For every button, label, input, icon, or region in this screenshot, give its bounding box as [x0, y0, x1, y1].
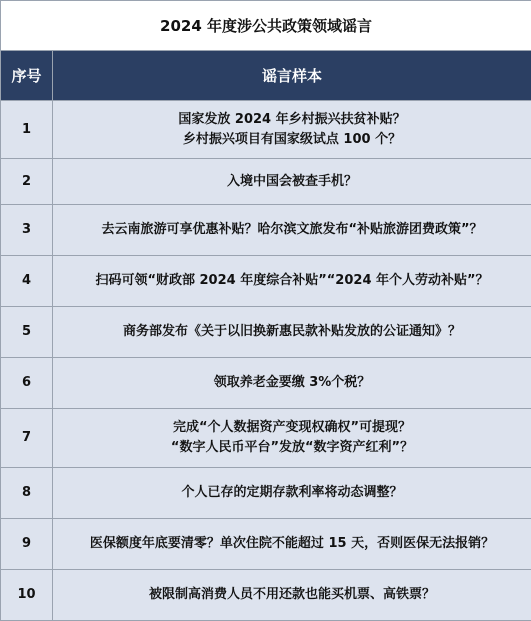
row-index: 9: [1, 519, 53, 570]
row-index: 5: [1, 307, 53, 358]
rumor-sample-cell: [53, 468, 531, 519]
rumor-sample-line: 个人已存的定期存款利率将动态调整？: [53, 483, 531, 503]
rumor-sample-line: 去云南旅游可享优惠补贴？哈尔滨文旅发布“补贴旅游团费政策”？: [53, 220, 531, 240]
rumor-sample-cell: [53, 101, 531, 159]
title-row: [1, 1, 531, 51]
row-index: 2: [1, 159, 53, 205]
table-row: [1, 205, 531, 256]
rumor-sample-cell: [53, 409, 531, 468]
rumor-sample-line: “数字人民币平台”发放“数字资产红利”？: [53, 438, 531, 458]
table-row: [1, 570, 531, 621]
table-row: [1, 307, 531, 358]
table-row: [1, 468, 531, 519]
row-index: 3: [1, 205, 53, 256]
row-index: 7: [1, 409, 53, 468]
rumor-sample-cell: [53, 205, 531, 256]
header-row: [1, 51, 531, 101]
rumor-sample-line: 扫码可领“财政部 2024 年度综合补贴”“2024 年个人劳动补贴”？: [53, 271, 531, 291]
rumor-sample-line: 商务部发布《关于以旧换新惠民款补贴发放的公证通知》？: [53, 322, 531, 342]
rumor-sample-cell: [53, 570, 531, 621]
rumor-sample-cell: [53, 307, 531, 358]
table-body: [1, 101, 531, 621]
table-row: [1, 159, 531, 205]
table-title: 2024 年度涉公共政策领域谣言: [1, 1, 531, 51]
rumor-sample-line: 医保额度年底要清零？单次住院不能超过 15 天，否则医保无法报销？: [53, 534, 531, 554]
rumor-sample-line: 完成“个人数据资产变现权确权”可提现？: [53, 418, 531, 438]
row-index: 8: [1, 468, 53, 519]
table-row: [1, 519, 531, 570]
rumor-sample-cell: [53, 159, 531, 205]
rumor-sample-cell: [53, 358, 531, 409]
row-index: 10: [1, 570, 53, 621]
rumor-sample-cell: [53, 519, 531, 570]
table-row: [1, 101, 531, 159]
table-row: [1, 256, 531, 307]
header-index: 序号: [1, 51, 53, 101]
header-sample: 谣言样本: [53, 51, 531, 101]
row-index: 1: [1, 101, 53, 159]
rumor-sample-line: 领取养老金要缴 3%个税？: [53, 373, 531, 393]
row-index: 4: [1, 256, 53, 307]
rumor-sample-line: 乡村振兴项目有国家级试点 100 个？: [53, 130, 531, 150]
rumor-sample-cell: [53, 256, 531, 307]
rumor-sample-line: 国家发放 2024 年乡村振兴扶贫补贴？: [53, 110, 531, 130]
rumor-sample-line: 被限制高消费人员不用还款也能买机票、高铁票？: [53, 585, 531, 605]
row-index: 6: [1, 358, 53, 409]
table-row: [1, 358, 531, 409]
rumor-sample-line: 入境中国会被查手机？: [53, 172, 531, 192]
table-row: [1, 409, 531, 468]
